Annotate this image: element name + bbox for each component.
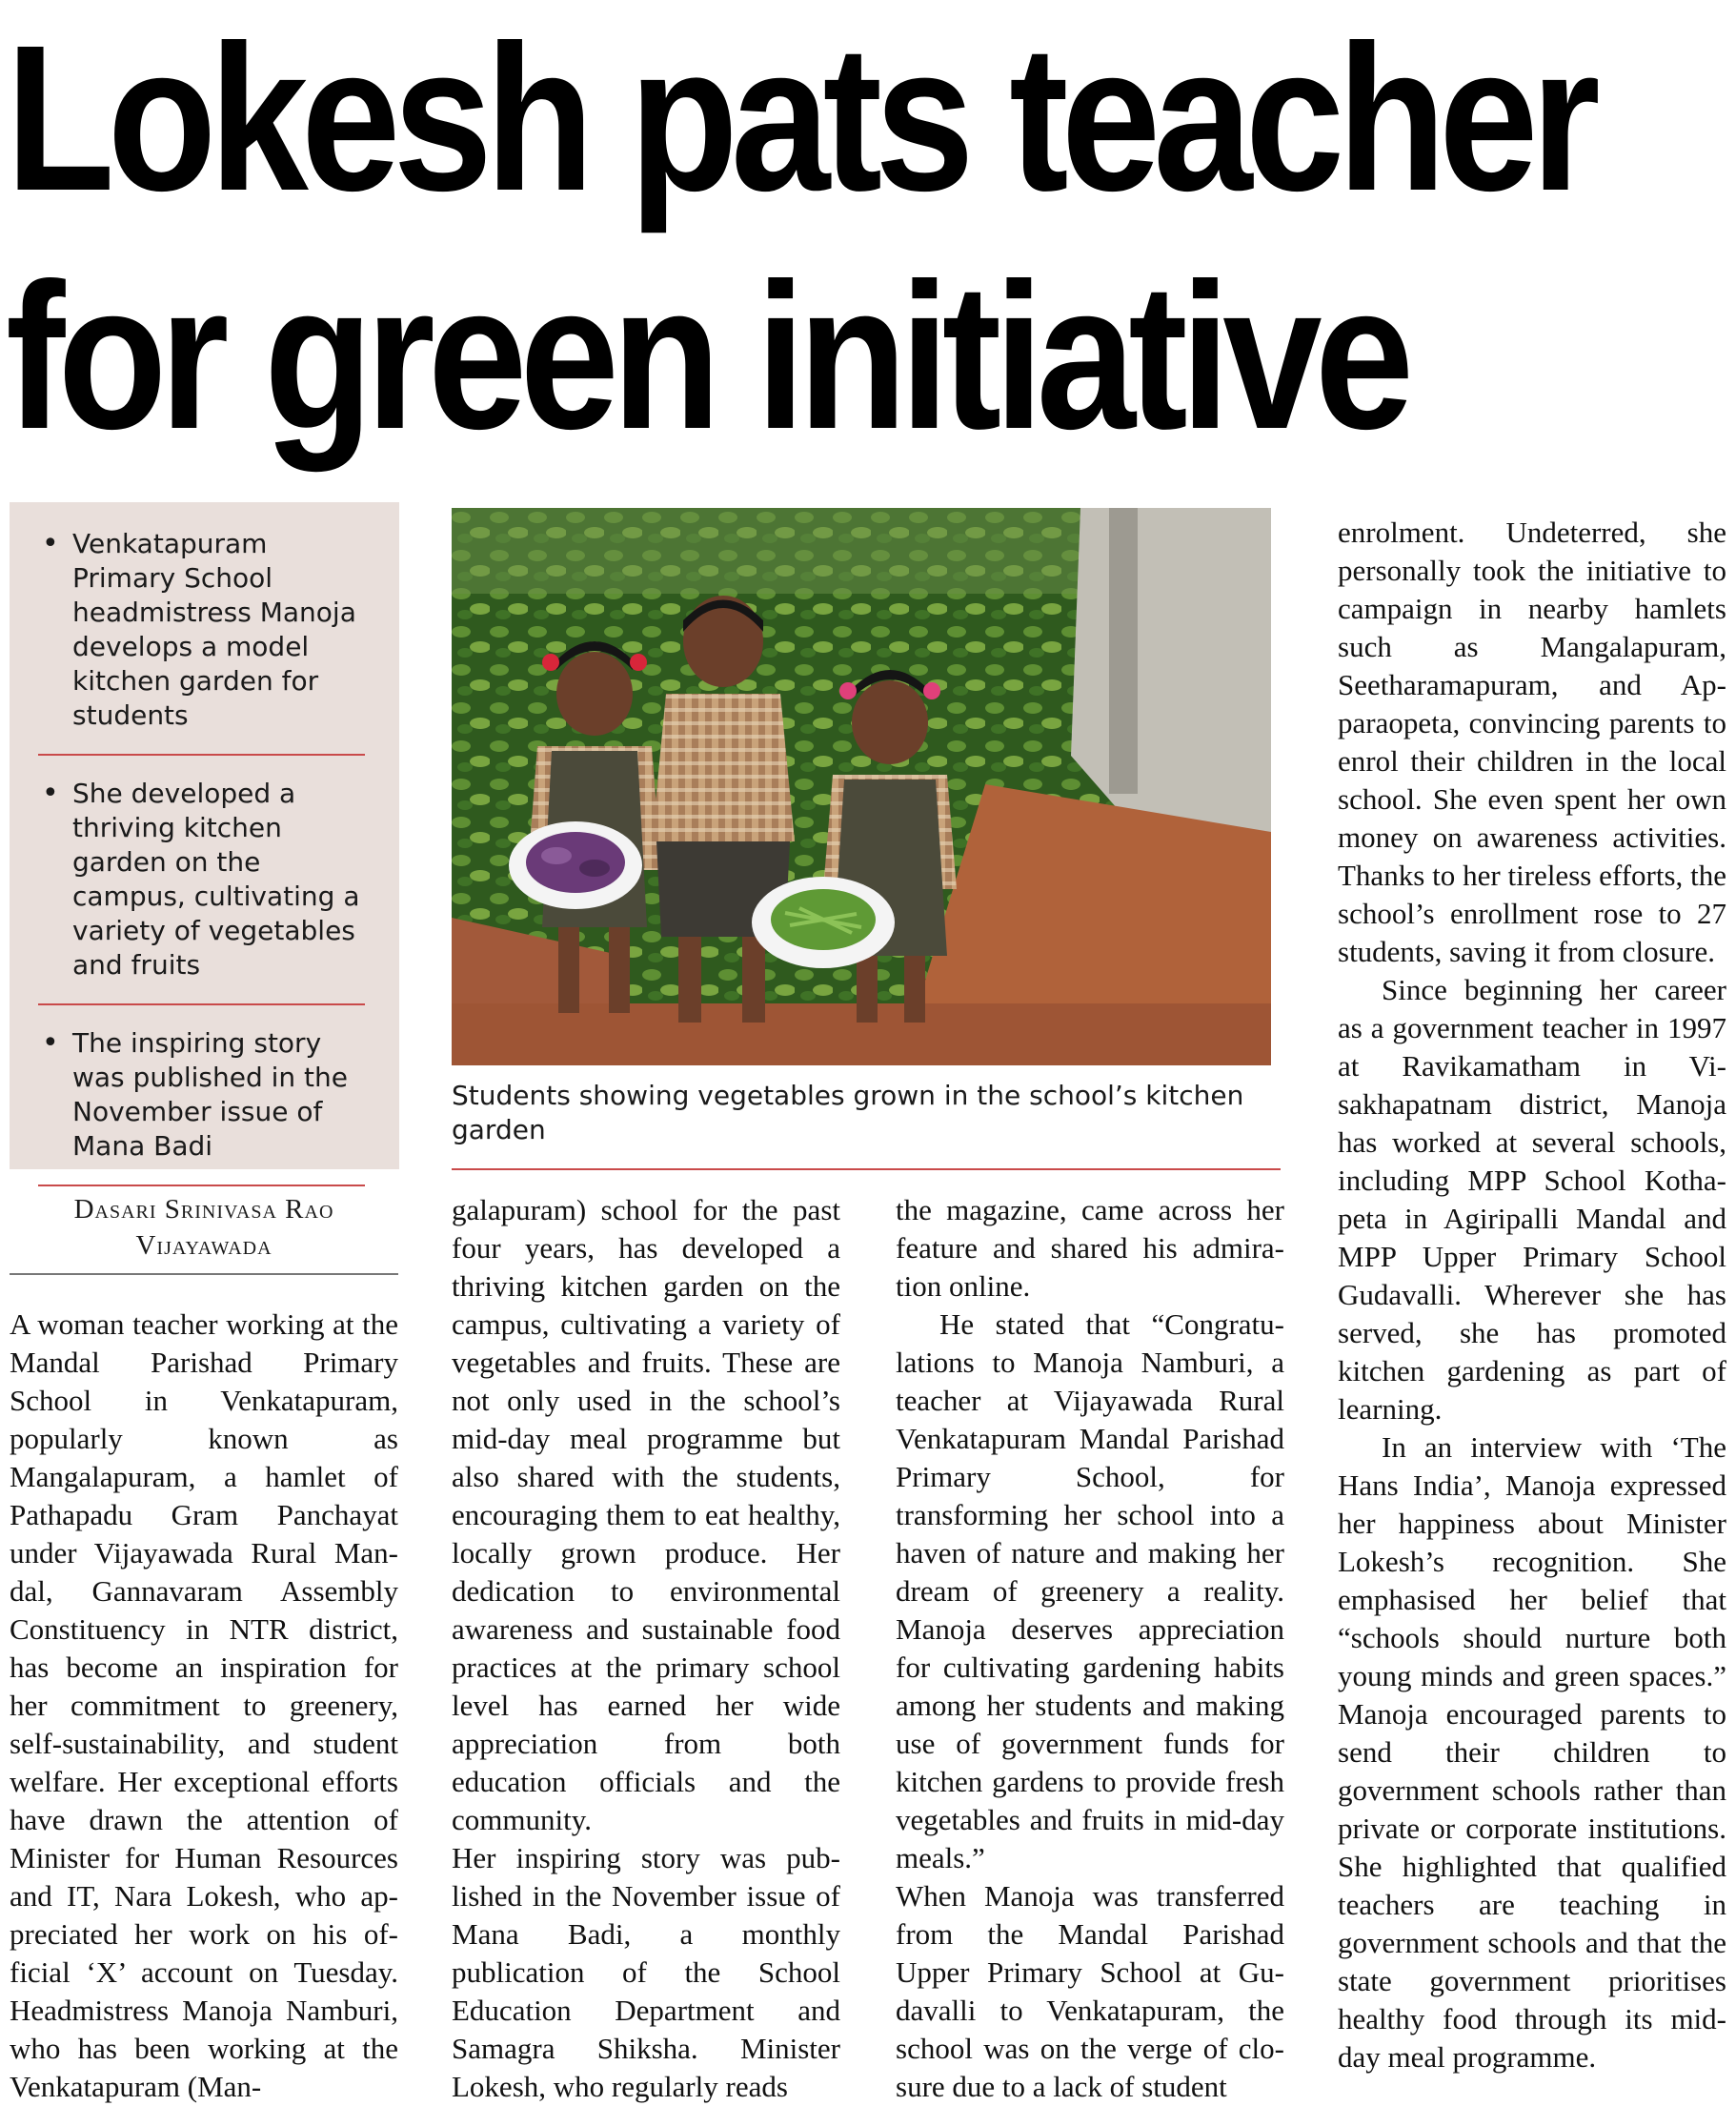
byline-location: Vijayawada bbox=[135, 1230, 273, 1261]
byline-author: Dasari Srinivasa Rao bbox=[73, 1194, 334, 1225]
byline bbox=[10, 1191, 398, 1264]
article-column-4 bbox=[1338, 514, 1726, 2076]
article-column-2 bbox=[452, 1191, 840, 2106]
article-paragraph: the magazine, came across her feature and shared his admiration online. bbox=[896, 1193, 1284, 1303]
article-column-1 bbox=[10, 1306, 398, 2106]
article-photo bbox=[452, 508, 1271, 1065]
article-paragraph: enrolment. Undeterred, she personally took the initiative to campaign in nearby hamlets such as Mangalapuram, Seetharamapuram, and Apparaopeta, convincing parents to enrol their children in the local school. She even spent her own money on awareness activities. Thanks to her tireless efforts, the school’s enrollment rose to 27 students, saving it from closure. bbox=[1338, 516, 1726, 968]
highlight-item: • Venkatapuram Primary School headmistress Manoja develops a model kitchen garden for students bbox=[38, 527, 365, 756]
article-column-3 bbox=[896, 1191, 1284, 2106]
article-paragraph: Her inspiring story was published in the November issue of Mana Badi, a monthly publication of the School Education Department and Samagra Shiksha. Minister Lokesh, who regularly reads bbox=[452, 1841, 840, 2103]
article-paragraph: galapuram) school for the past four years, has developed a thriving kitchen garden on the campus, cultivating a variety of vegetables and fruits. These are not only used in the school’s mid-day meal programme but also shared with the students, encouraging them to eat healthy, locally grown produce. Her dedication to environmental awareness and sustainable food practices at the primary school level has earned her wide appreciation from both education officials and the community. bbox=[452, 1193, 840, 1836]
headline-line-1: Lokesh pats teacher bbox=[6, 3, 1593, 234]
highlight-item: • The inspiring story was published in the November issue of Mana Badi bbox=[38, 1026, 365, 1186]
headline bbox=[6, 0, 1593, 476]
article-paragraph: He stated that “Congratulations to Manoja Namburi, a teacher at Vijayawada Rural Venkatapuram Mandal Parishad Primary School, for transforming her school into a haven of nature and making her dream of greenery a reality. Manoja deserves appreciation for cultivating gardening habits among her students and making use of government funds for kitchen gardens to provide fresh vegetables and fruits in mid-day meals.” bbox=[896, 1307, 1284, 1874]
caption-divider bbox=[452, 1168, 1281, 1170]
photo-caption: Students showing vegetables grown in the school’s kitchen garden bbox=[452, 1080, 1244, 1145]
headline-line-2: for green initiative bbox=[6, 241, 1407, 473]
highlight-item: • She developed a thriving kitchen garden on the campus, cultivating a variety of vegetables and fruits bbox=[38, 777, 365, 1005]
byline-divider bbox=[10, 1273, 398, 1275]
article-paragraph: In an interview with ‘The Hans India’, Manoja expressed her happiness about Minister Lokesh’s recognition. She emphasised her belief that “schools should nurture both young minds and green spaces.” Manoja encouraged parents to send their children to government schools rather than private or corporate institutions. She highlighted that qualified teachers are teaching in government schools and that the state government prioritises healthy food through its mid-day meal programme. bbox=[1338, 1430, 1726, 2074]
article-paragraph: When Manoja was transferred from the Mandal Parishad Upper Primary School at Gudavalli to Venkatapuram, the school was on the verge of closure due to a lack of student bbox=[896, 1879, 1284, 2103]
highlights-list bbox=[38, 527, 365, 1186]
article-paragraph: A woman teacher working at the Mandal Parishad Primary School in Venkatapuram, popularly known as Mangalapuram, a hamlet of Pathapadu Gram Panchayat under Vijayawada Rural Mandal, Gannavaram Assembly Constituency in NTR district, has become an inspiration for her commitment to greenery, self-sustainability, and student welfare. Her exceptional efforts have drawn the attention of Minister for Human Resources and IT, Nara Lokesh, who appreciated her work on his official ‘X’ account on Tuesday. Headmistress Manoja Namburi, who has been working at the Venkatapuram (Man- bbox=[10, 1307, 398, 2103]
highlights-box bbox=[10, 502, 399, 1169]
students-garden-photo bbox=[452, 508, 1271, 1065]
article-paragraph: Since beginning her career as a government teacher in 1997 at Ravikamatham in Visakhapatnam district, Manoja has worked at several schools, including MPP School Kothapeta in Agiripalli Mandal and MPP Upper Primary School Gudavalli. Wherever she has served, she has promoted kitchen gardening as part of learning. bbox=[1338, 973, 1726, 1426]
